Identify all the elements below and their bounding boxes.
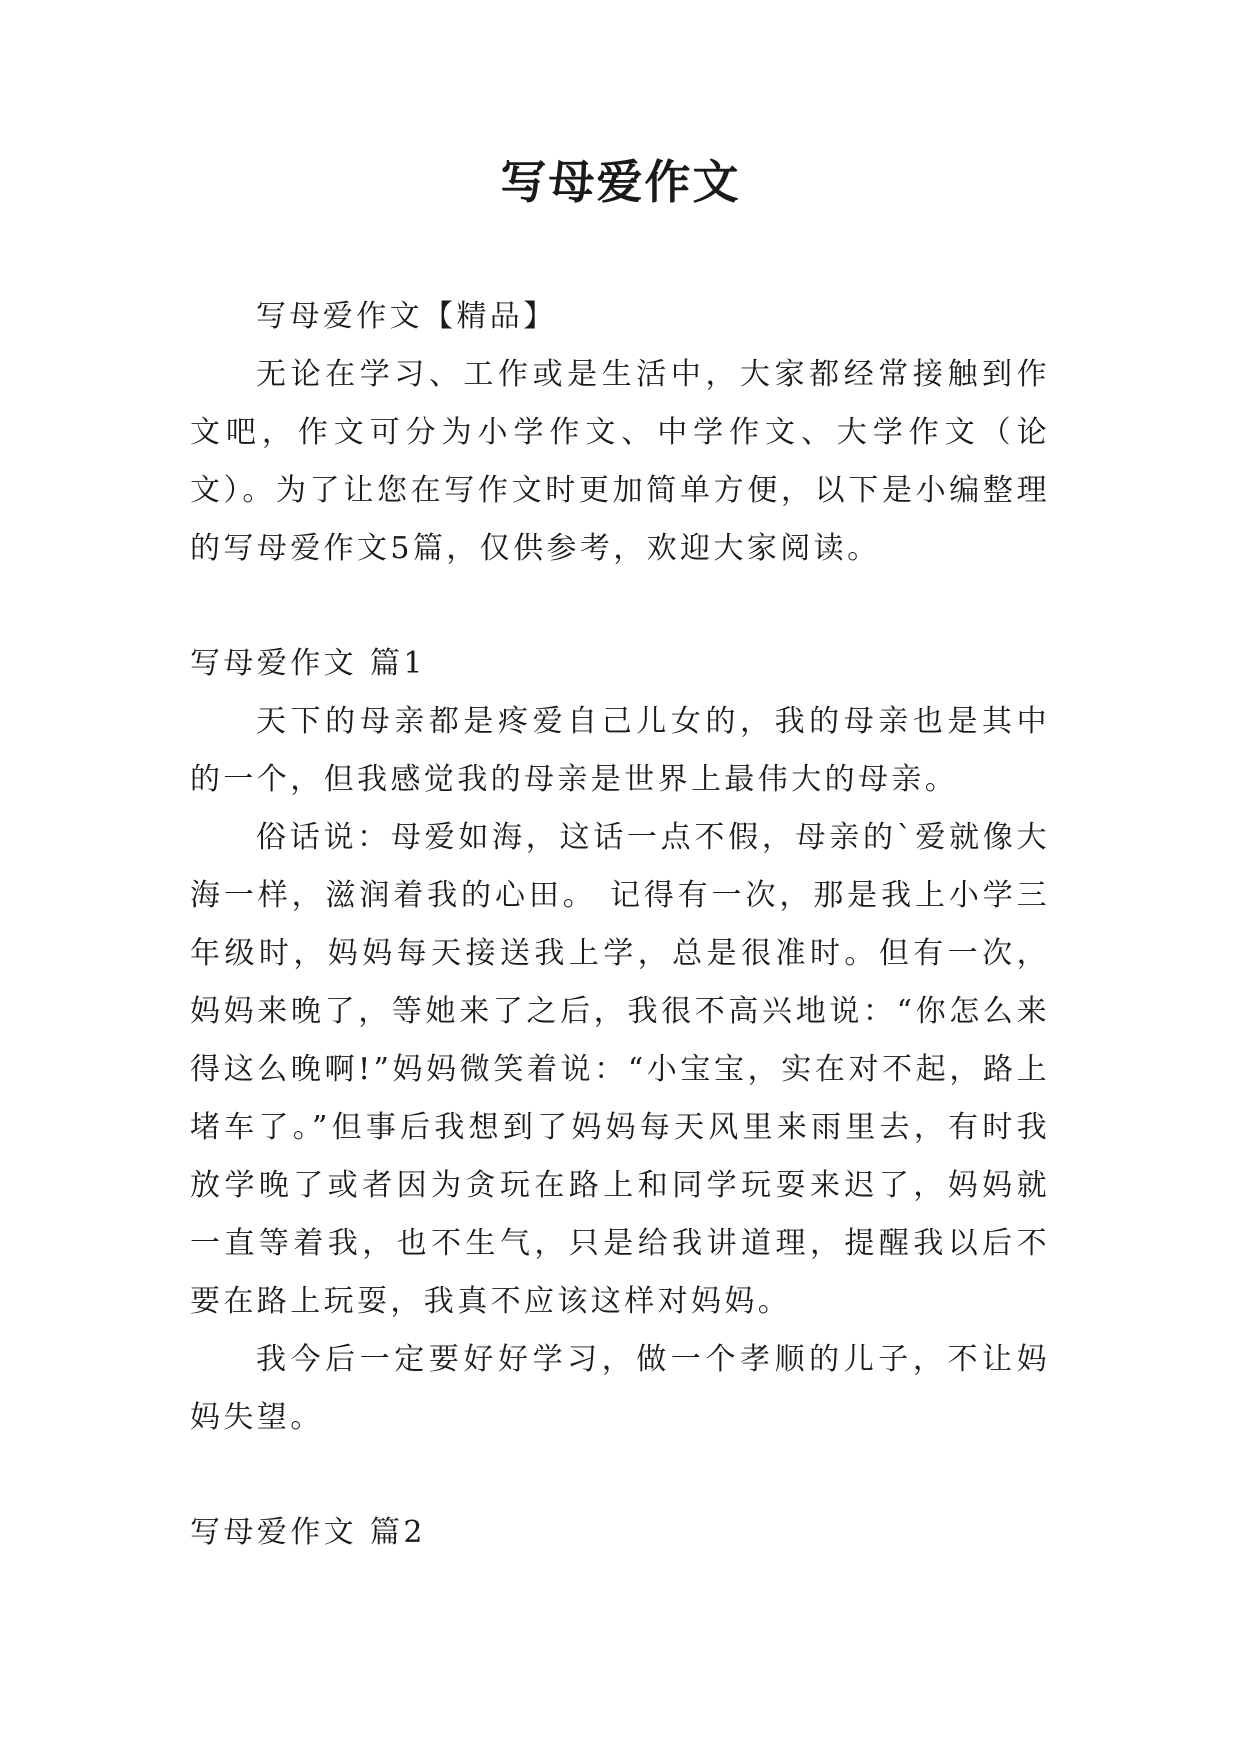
intro-subtitle: 写母爱作文【精品】 xyxy=(256,299,557,334)
intro-paragraph: 无论在学习、工作或是生活中，大家都经常接触到作文吧，作文可分为小学作文、中学作文、大学作文（论文）。为了让您在写作文时更加简单方便，以下是小编整理的写母爱作文5篇，仅供参考，欢迎大家阅读。 xyxy=(190,357,1050,566)
document-body xyxy=(190,288,1050,1562)
section-heading: 写母爱作文 篇2 xyxy=(190,1515,426,1550)
document-title: 写母爱作文 xyxy=(500,155,741,209)
section-heading: 写母爱作文 篇1 xyxy=(190,646,426,681)
section-paragraph: 俗话说：母爱如海，这话一点不假，母亲的`爱就像大海一样，滋润着我的心田。 记得有一次，那是我上小学三年级时，妈妈每天接送我上学，总是很准时。但有一次，妈妈来晚了，等她来了之后，我很不高兴地说：“你怎么来得这么晚啊!”妈妈微笑着说：“小宝宝，实在对不起，路上堵车了。”但事后我想到了妈妈每天风里来雨里去，有时我放学晚了或者因为贪玩在路上和同学玩耍来迟了，妈妈就一直等着我，也不生气，只是给我讲道理，提醒我以后不要在路上玩耍，我真不应该这样对妈妈。 xyxy=(190,820,1050,1319)
section-paragraph: 我今后一定要好好学习，做一个孝顺的儿子，不让妈妈失望。 xyxy=(190,1342,1050,1435)
section-paragraph: 天下的母亲都是疼爱自己儿女的，我的母亲也是其中的一个，但我感觉我的母亲是世界上最伟大的母亲。 xyxy=(190,704,1050,797)
